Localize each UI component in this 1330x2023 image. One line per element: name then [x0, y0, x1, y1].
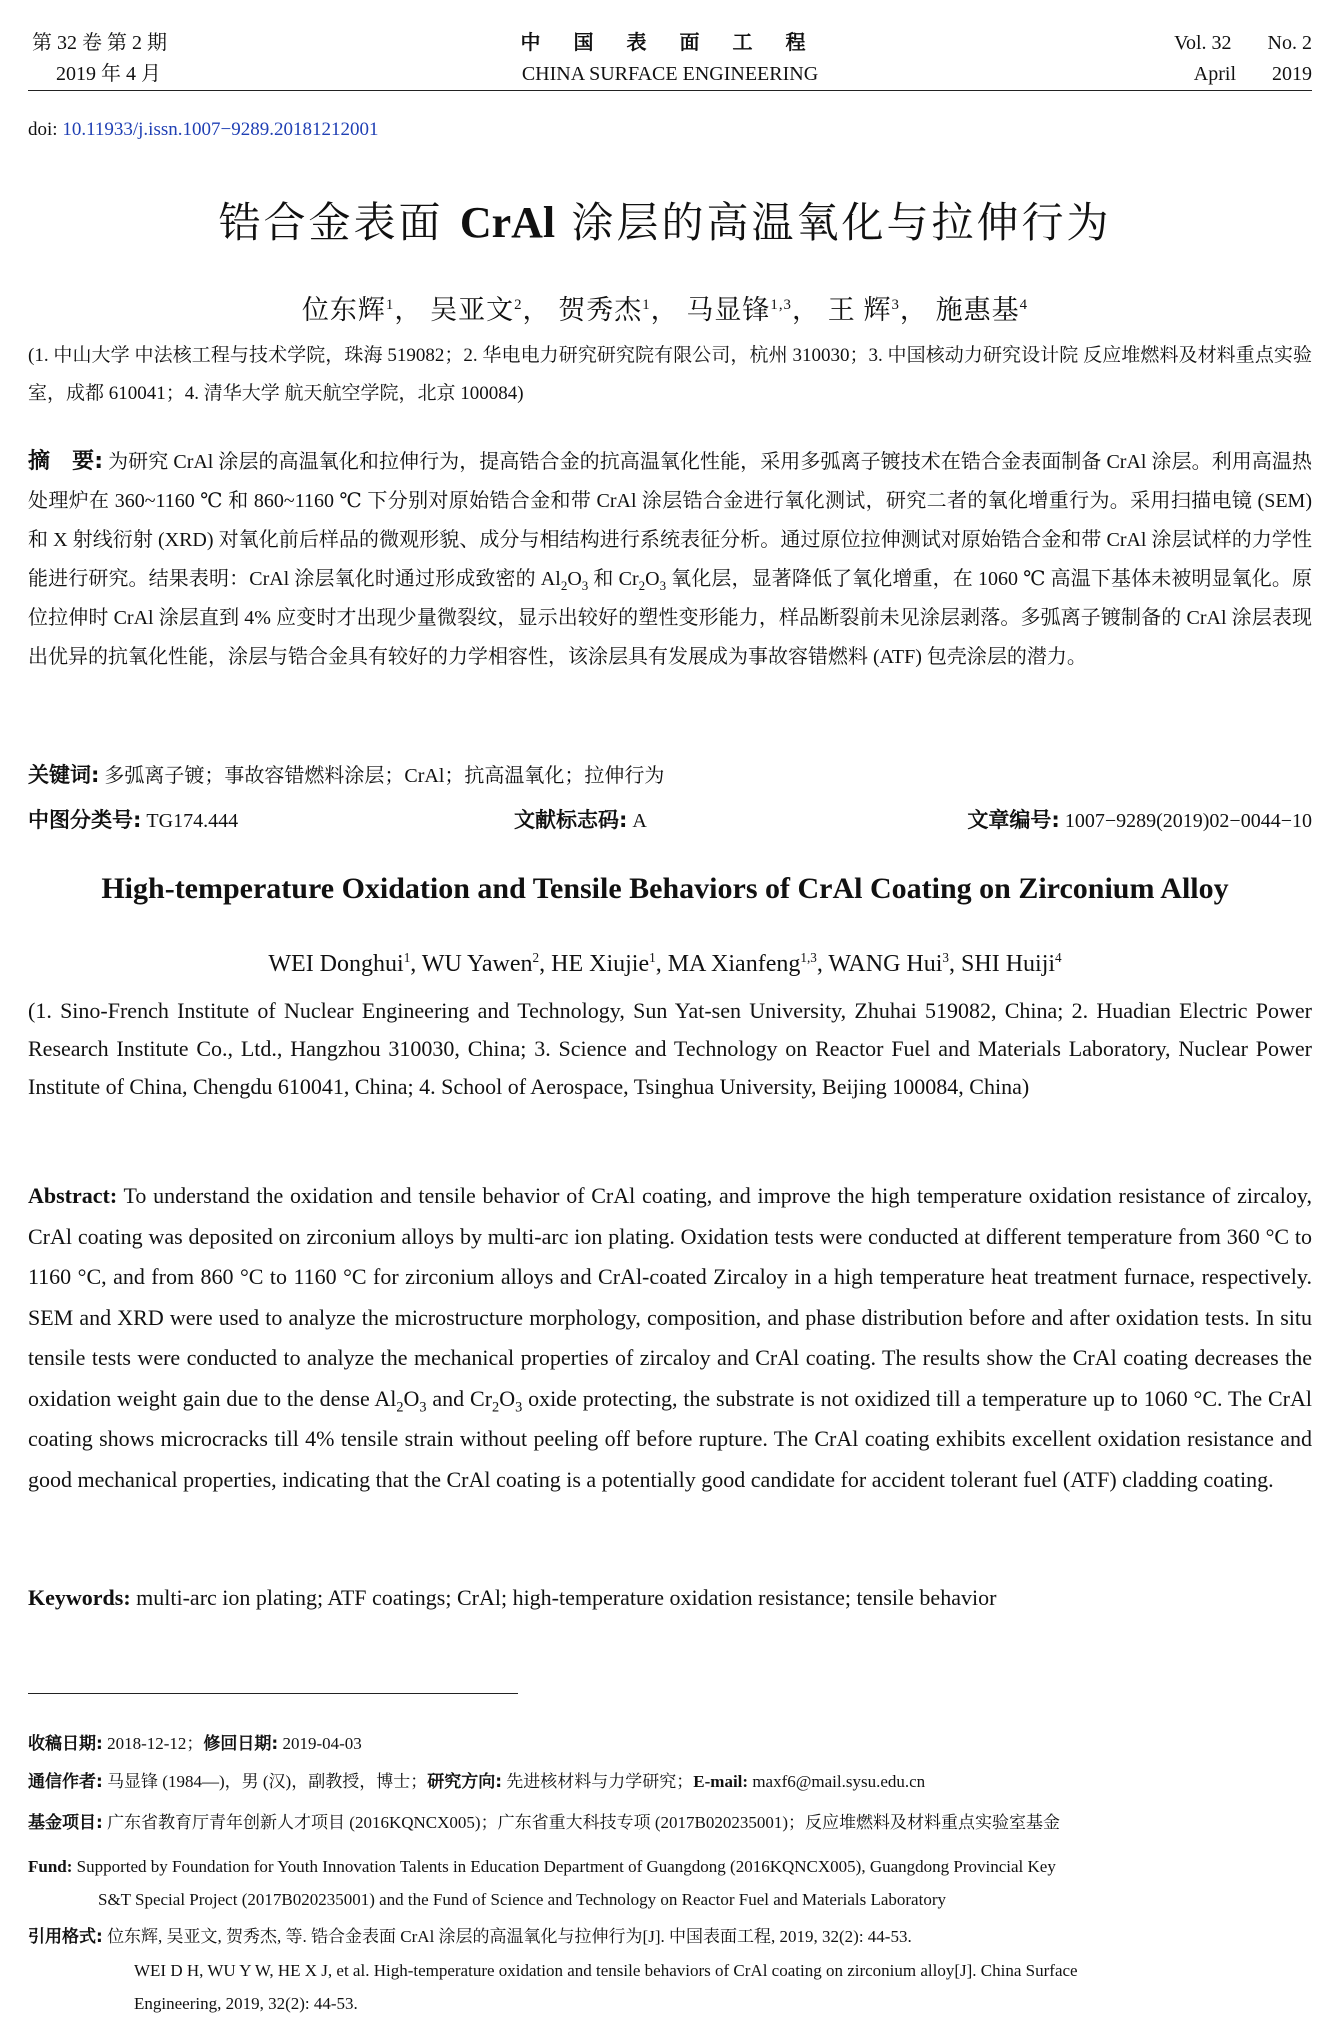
- subscript: 3: [419, 1398, 427, 1415]
- research-direction-value: 先进核材料与力学研究；: [502, 1772, 694, 1791]
- subscript: 2: [638, 578, 646, 593]
- authors-en: WEI Donghui$^1$, WU Yawen$^2$, HE Xiujie$^1$, MA Xianfeng$^{1,3}$, WANG Hui$^3$, SHI Huiji$^4$: [268, 950, 1062, 977]
- header-center: [28, 28, 1312, 90]
- title-cn: [0, 190, 1330, 250]
- abstract-cn-text: O: [645, 568, 660, 590]
- footnote-fund-en: [28, 1850, 1318, 1916]
- subscript: 2: [560, 578, 568, 593]
- author-sup: 1,3: [770, 297, 792, 313]
- subscript: 2: [396, 1398, 404, 1415]
- fund-cn-label: 基金项目:: [28, 1813, 103, 1833]
- subscript: 2: [492, 1398, 500, 1415]
- corr-label: 通信作者:: [28, 1772, 103, 1792]
- footnote-fund-cn: [28, 1812, 1318, 1834]
- running-header: [28, 24, 1312, 91]
- author-en: SHI Huiji: [961, 951, 1056, 977]
- author-cn: 施惠基: [935, 295, 1020, 325]
- abstract-cn-text: 为研究 CrAl 涂层的高温氧化和拉伸行为，提高锆合金的抗高温氧化性能，采用多弧离子镀技术在锆合金表面制备 CrAl 涂层。利用高温热处理炉在 360~1160 ℃ 和 860~1160 ℃ 下分别对原始锆合金和带 CrAl 涂层锆合金进行氧化测试，研究二者的氧化增重行为。采用扫描电镜 (SEM) 和 X 射线衍射 (XRD) 对氧化前后样品的微观形貌、成分与相结构进行系统表征分析。通过原位拉伸测试对原始锆合金和带 CrAl 涂层试样的力学性能进行研究。结果表明：CrAl 涂层氧化时通过形成致密的 Al: [28, 451, 1312, 590]
- article-number: [967, 805, 1312, 836]
- affiliations-cn: (1. 中山大学 中法核工程与技术学院，珠海 519082；2. 华电电力研究研究院有限公司，杭州 310030；3. 中国核动力研究设计院 反应堆燃料及材料重点实验室，成都 610041；4. 清华大学 航天航空学院，北京 100084): [28, 345, 1312, 404]
- abstract-en-text: To understand the oxidation and tensile behavior of CrAl coating, and improve the high temperature oxidation resistance of zircaloy, CrAl coating was deposited on zirconium alloys by multi-arc ion plating. Oxidation tests were conducted at different temperature from 360 °C to 1160 °C, and from 860 °C to 1160 °C for zirconium alloys and CrAl-coated Zircaloy in a high temperature heat treatment furnace, respectively. SEM and XRD were used to analyze the microstructure morphology, composition, and phase distribution before and after oxidation tests. In situ tensile tests were conducted to analyze the mechanical properties of zircaloy and CrAl coating. The results show the CrAl coating decreases the oxidation weight gain due to the dense Al: [28, 1183, 1312, 1411]
- fund-en-line: S&T Special Project (2017B020235001) and the Fund of Science and Technology on Reactor Fuel and Materials Laboratory: [98, 1890, 946, 1909]
- abstract-cn-text: 和 Cr: [588, 568, 639, 590]
- revised-label: 修回日期:: [203, 1734, 279, 1754]
- citation-label: 引用格式:: [28, 1927, 103, 1947]
- author-sup: 4: [1055, 950, 1062, 965]
- author-en: WU Yawen: [421, 951, 533, 977]
- author-cn: 王 辉: [827, 295, 892, 325]
- citation-en-line: Engineering, 2019, 32(2): 44-53.: [134, 1994, 358, 2013]
- abstract-cn: [28, 442, 1312, 677]
- author-sup: 2: [514, 297, 523, 313]
- journal-name-en: CHINA SURFACE ENGINEERING: [521, 63, 819, 85]
- affiliations-en: (1. Sino-French Institute of Nuclear Engineering and Technology, Sun Yat-sen University, Zhuhai 519082, China; 2. Huadian Electric Power Research Institute Co., Ltd., Hangzhou 310030, China; 3. Science and Technology on Reactor Fuel and Materials Laboratory, Nuclear Power Institute of China, Chengdu 610041, China; 4. School of Aerospace, Tsinghua University, Beijing 100084, China): [28, 998, 1312, 1099]
- keywords-cn-text: 多弧离子镀；事故容错燃料涂层；CrAl；抗高温氧化；拉伸行为: [99, 765, 665, 787]
- abstract-en-label: Abstract:: [28, 1183, 118, 1208]
- corr-value: 马显锋 (1984—)，男 (汉)，副教授，博士；: [102, 1772, 428, 1791]
- fund-cn-value: 广东省教育厅青年创新人才项目 (2016KQNCX005)；广东省重大科技专项 (2017B020235001)；反应堆燃料及材料重点实验室基金: [102, 1813, 1060, 1832]
- title-cn-bold: CrAl: [459, 198, 556, 247]
- volume-label: Vol. 32: [1174, 32, 1232, 54]
- author-sup: 1: [385, 297, 395, 313]
- author-cn: 贺秀杰: [558, 295, 643, 325]
- footnote-dates: [28, 1733, 1318, 1755]
- art-value: 1007−9289(2019)02−0044−10: [1059, 810, 1312, 832]
- keywords-cn: [28, 760, 1312, 791]
- received-label: 收稿日期:: [28, 1734, 103, 1754]
- title-en: High-temperature Oxidation and Tensile Behaviors of CrAl Coating on Zirconium Alloy: [101, 872, 1229, 905]
- author-sup: 1: [403, 950, 411, 965]
- year-label: 2019: [1272, 63, 1312, 85]
- author-sup: 1: [649, 950, 656, 965]
- abstract-en: [28, 1176, 1312, 1500]
- subscript: 3: [659, 578, 667, 593]
- subscript: 3: [515, 1398, 523, 1415]
- footnote-divider: [28, 1693, 518, 1694]
- abstract-cn-text: O: [567, 568, 582, 590]
- date-cn: 2019 年 4 月: [56, 63, 161, 85]
- author-sup: 1: [642, 297, 651, 313]
- fund-en-line: Supported by Foundation for Youth Innovation Talents in Education Department of Guangdong (2016KQNCX005), Guangdong Provincial Key: [72, 1857, 1056, 1876]
- doi-line: [28, 119, 378, 141]
- doi-label: doi:: [28, 119, 58, 140]
- author-cn: 位东辉: [301, 295, 386, 325]
- keywords-en: [28, 1582, 1312, 1614]
- author-sup: 4: [1019, 297, 1029, 313]
- abstract-en-text: and Cr: [426, 1385, 493, 1411]
- issue-label: No. 2: [1267, 32, 1312, 54]
- author-en: HE Xiujie: [551, 951, 650, 977]
- header-right: [1174, 28, 1312, 90]
- author-sup: 2: [532, 950, 540, 965]
- keywords-en-text: multi-arc ion plating; ATF coatings; CrAl; high-temperature oxidation resistance; tensile behavior: [130, 1585, 997, 1610]
- abstract-cn-label: 摘 要:: [28, 449, 104, 474]
- volume-issue-cn: 第 32 卷 第 2 期: [32, 32, 167, 54]
- doi-link[interactable]: 10.11933/j.issn.1007−9289.20181212001: [62, 119, 379, 140]
- fund-en-label: Fund:: [28, 1857, 73, 1876]
- email-value[interactable]: maxf6@mail.sysu.edu.cn: [748, 1772, 926, 1791]
- received-value: 2018-12-12；: [102, 1734, 204, 1753]
- keywords-en-label: Keywords:: [28, 1585, 131, 1610]
- citation-cn: 位东辉, 吴亚文, 贺秀杰, 等. 锆合金表面 CrAl 涂层的高温氧化与拉伸行为[J]. 中国表面工程, 2019, 32(2): 44-53.: [102, 1927, 912, 1946]
- author-cn: 吴亚文: [430, 295, 515, 325]
- author-en: WEI Donghui: [268, 951, 404, 977]
- footnote-corresponding: [28, 1771, 1318, 1793]
- author-sup: 3: [891, 297, 900, 313]
- abstract-cn-text: 氧化层，显著降低了氧化增重，在 1060 ℃ 高温下基体未被明显氧化。原位拉伸时 CrAl 涂层直到 4% 应变时才出现少量微裂纹，显示出较好的塑性变形能力，样品断裂前未见涂层剥落。多弧离子镀制备的 CrAl 涂层表现出优异的抗氧化性能，涂层与锆合金具有较好的力学相容性，该涂层具有发展成为事故容错燃料 (ATF) 包壳涂层的潜力。: [28, 568, 1313, 668]
- doc-label: 文献标志码:: [514, 808, 628, 832]
- art-label: 文章编号:: [967, 808, 1060, 832]
- footnote-citation: [28, 1920, 1318, 2020]
- abstract-en-text: oxide protecting, the substrate is not oxidized till a temperature up to 1060 °C. The CrAl coating shows microcracks till 4% tensile strain without peeling off before rupture. The CrAl coating exhibits excellent oxidation resistance and good mechanical properties, indicating that the CrAl coating is a potentially good candidate for accident tolerant fuel (ATF) cladding coating.: [28, 1385, 1313, 1492]
- email-label: E-mail:: [693, 1772, 749, 1791]
- doc-value: A: [627, 810, 647, 832]
- journal-name-cn: 中 国 表 面 工 程: [520, 32, 820, 54]
- abstract-en-text: O: [403, 1385, 420, 1411]
- clc-value: TG174.444: [141, 810, 239, 832]
- author-sup: 1,3: [800, 950, 817, 965]
- author-sup: 3: [942, 950, 950, 965]
- title-cn-part: 锆合金表面: [218, 198, 460, 247]
- abstract-en-text: O: [499, 1385, 516, 1411]
- subscript: 3: [581, 578, 589, 593]
- clc-label: 中图分类号:: [28, 808, 142, 832]
- authors-cn: 位东辉$^1$， 吴亚文$^2$， 贺秀杰$^1$， 马显锋$^{1,3}$， 王 辉$^3$， 施惠基$^4$: [301, 295, 1029, 325]
- month-label: April: [1193, 63, 1236, 85]
- clc-number: [28, 805, 238, 836]
- research-direction-label: 研究方向:: [427, 1772, 503, 1792]
- author-en: WANG Hui: [828, 951, 943, 977]
- title-cn-part: 涂层的高温氧化与拉伸行为: [555, 198, 1112, 247]
- document-code: [514, 805, 647, 836]
- revised-value: 2019-04-03: [278, 1734, 362, 1753]
- author-cn: 马显锋: [686, 295, 771, 325]
- author-en: MA Xianfeng: [667, 951, 801, 977]
- citation-en-line: WEI D H, WU Y W, HE X J, et al. High-temperature oxidation and tensile behaviors of CrAl coating on zirconium alloy[J]. China Surface: [134, 1961, 1078, 1980]
- keywords-cn-label: 关键词:: [28, 763, 100, 787]
